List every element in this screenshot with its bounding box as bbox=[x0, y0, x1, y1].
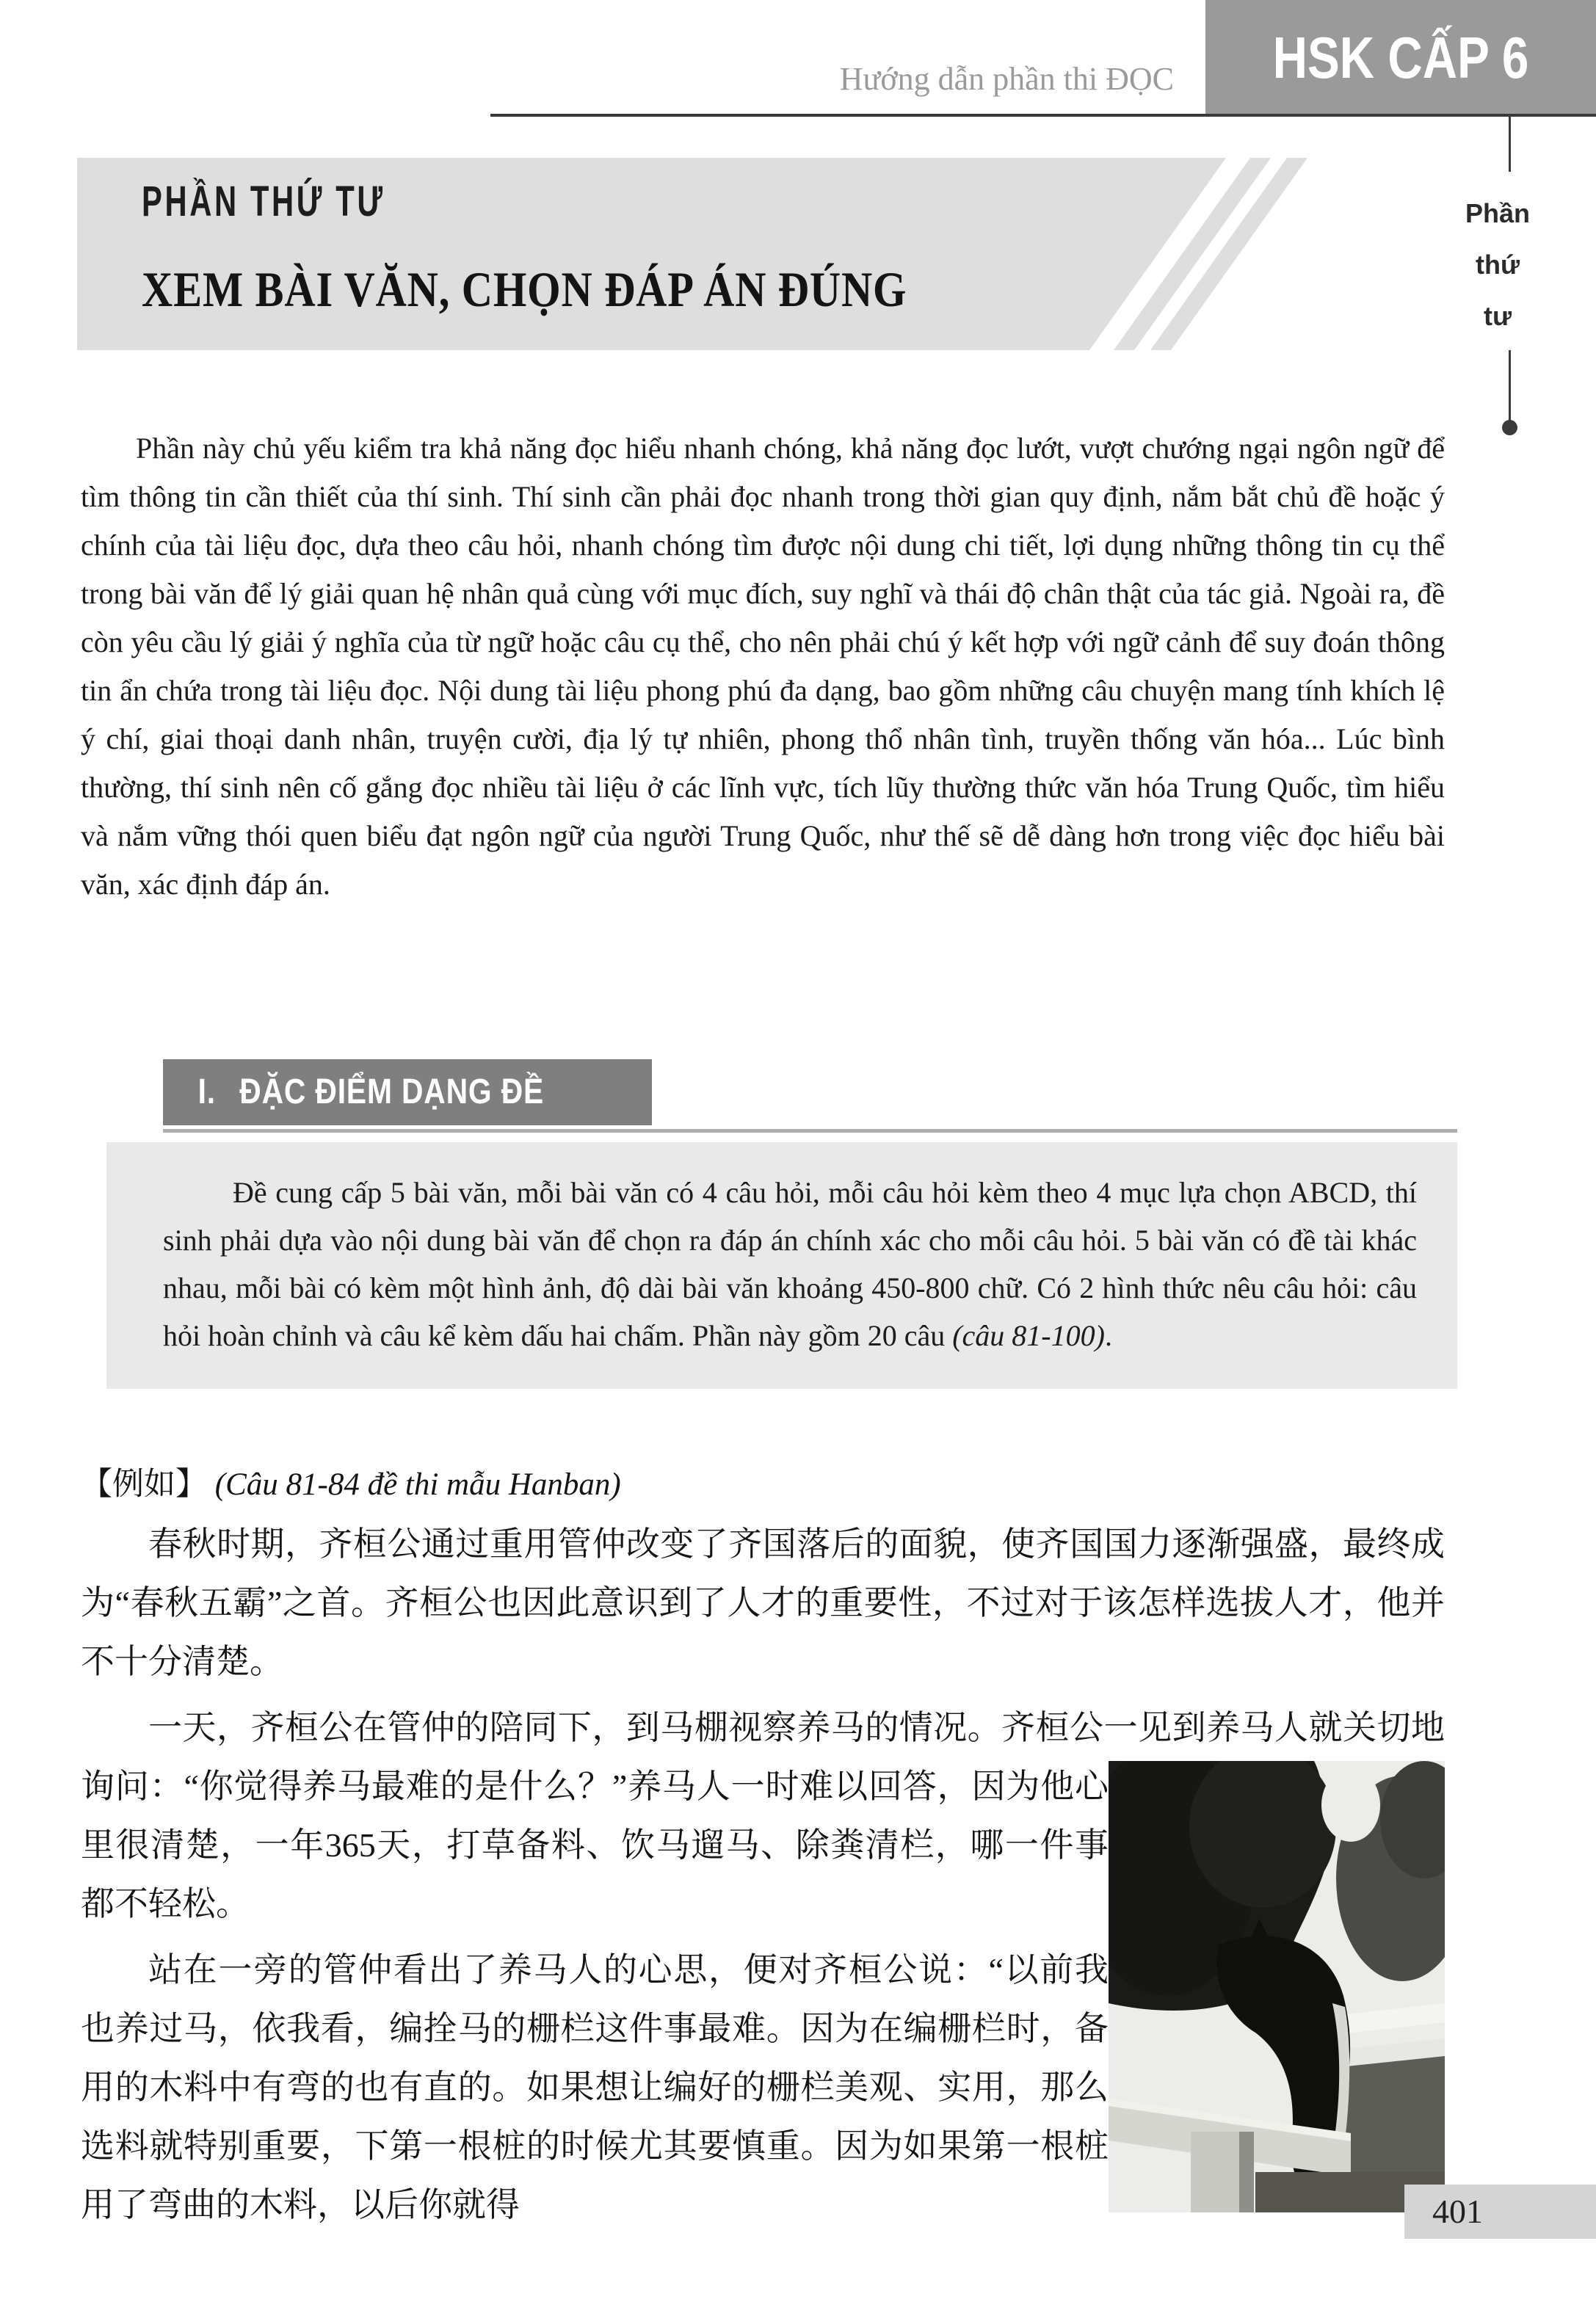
side-tab bbox=[1450, 188, 1545, 342]
section-heading-rule bbox=[163, 1129, 1457, 1133]
header-rule bbox=[490, 114, 1596, 117]
part-label: PHẦN THỨ TƯ bbox=[142, 178, 385, 225]
summary-paragraph: Đề cung cấp 5 bài văn, mỗi bài văn có 4 câu hỏi, mỗi câu hỏi kèm theo 4 mục lựa chọn ABCD, thí sinh phải dựa vào nội dung bài văn để chọn ra đáp án chính xác cho mỗi câu hỏi. 5 bài văn có đề tài khác nhau, mỗi bài có kèm một hình ảnh, độ dài bài văn khoảng 450-800 chữ. Có 2 hình thức nêu câu hỏi: câu hỏi hoàn chỉnh và câu kể kèm dấu hai chấm. Phần này gồm 20 câu (câu 81-100). bbox=[163, 1176, 1417, 1352]
side-tab-pointer-dot bbox=[1502, 420, 1517, 435]
side-tab-word-3: tư bbox=[1483, 301, 1512, 331]
running-title: Hướng dẫn phần thi ĐỌC bbox=[839, 61, 1174, 97]
level-badge-label: HSK CẤP 6 bbox=[1272, 25, 1529, 90]
level-badge bbox=[1205, 0, 1596, 116]
passage-paragraph-1: 春秋时期，齐桓公通过重用管仲改变了齐国落后的面貌，使齐国国力逐渐强盛，最终成为“春秋五霸”之首。齐桓公也因此意识到了人才的重要性，不过对于该怎样选拔人才，他并不十分清楚。 bbox=[81, 1525, 1445, 1680]
side-tab-pointer-line bbox=[1509, 350, 1511, 425]
summary-box bbox=[106, 1142, 1457, 1389]
side-tab-word-2: thứ bbox=[1475, 250, 1520, 280]
passage-photo bbox=[1109, 1761, 1445, 2212]
example-label-line: 【例如】 (Câu 81-84 đề thi mẫu Hanban) bbox=[81, 1467, 621, 1502]
passage-paragraph-3: 站在一旁的管仲看出了养马人的心思，便对齐桓公说：“以前我也养过马，依我看，编拴马的栅栏这件事最难。因为在编栅栏时，备用的木料中有弯的也有直的。如果想让编好的栅栏美观、实用，那么选料就特别重要，下第一根桩的时候尤其要慎重。因为如果第一根桩用了弯曲的木料，以后你就得 bbox=[81, 1951, 1109, 2223]
horse-photo-illustration bbox=[1109, 1761, 1445, 2212]
section-heading bbox=[163, 1059, 578, 1125]
side-tab-word-1: Phần bbox=[1465, 198, 1530, 228]
section-numeral: I. bbox=[197, 1072, 216, 1111]
passage-paragraph-2: 一天，齐桓公在管仲的陪同下，到马棚视察养马的情况。齐桓公一见到养马人就关切地询问：“你觉得养马最难的是什么？”养马人一时难以回答，因为他心里很清楚，一年365天，打草备料、饮马遛马、除粪清栏，哪一件事都不轻松。 bbox=[81, 1709, 1445, 1922]
section-heading-label: ĐẶC ĐIỂM DẠNG ĐỀ bbox=[239, 1072, 545, 1111]
part-title-band bbox=[77, 158, 1399, 350]
section-heading-box bbox=[163, 1059, 652, 1125]
page-number-box bbox=[1404, 2185, 1596, 2239]
intro-paragraph: Phần này chủ yếu kiểm tra khả năng đọc hiểu nhanh chóng, khả năng đọc lướt, vượt chướng ngại ngôn ngữ để tìm thông tin cần thiết của thí sinh. Thí sinh cần phải đọc nhanh trong thời gian quy định, nắm bắt chủ đề hoặc ý chính của tài liệu đọc, dựa theo câu hỏi, nhanh chóng tìm được nội dung chi tiết, lợi dụng những thông tin cụ thể trong bài văn để lý giải quan hệ nhân quả cùng với mục đích, suy nghĩ và thái độ chân thật của tác giả. Ngoài ra, đề còn yêu cầu lý giải ý nghĩa của từ ngữ hoặc câu cụ thể, cho nên phải chú ý kết hợp với ngữ cảnh để suy đoán thông tin ẩn chứa trong tài liệu đọc. Nội dung tài liệu phong phú đa dạng, bao gồm những câu chuyện mang tính khích lệ ý chí, giai thoại danh nhân, truyện cười, địa lý tự nhiên, phong thổ nhân tình, truyền thống văn hóa... Lúc bình thường, thí sinh nên cố gắng đọc nhiều tài liệu ở các lĩnh vực, tích lũy thường thức văn hóa Trung Quốc, tìm hiểu và nắm vững thói quen biểu đạt ngôn ngữ của người Trung Quốc, như thế sẽ dễ dàng hơn trong việc đọc hiểu bài văn, xác định đáp án. bbox=[81, 432, 1445, 901]
page-number: 401 bbox=[1432, 2193, 1483, 2230]
side-tab-connector-line bbox=[1509, 117, 1511, 172]
reading-passage bbox=[81, 1515, 1445, 2242]
part-title: XEM BÀI VĂN, CHỌN ĐÁP ÁN ĐÚNG bbox=[142, 261, 907, 317]
